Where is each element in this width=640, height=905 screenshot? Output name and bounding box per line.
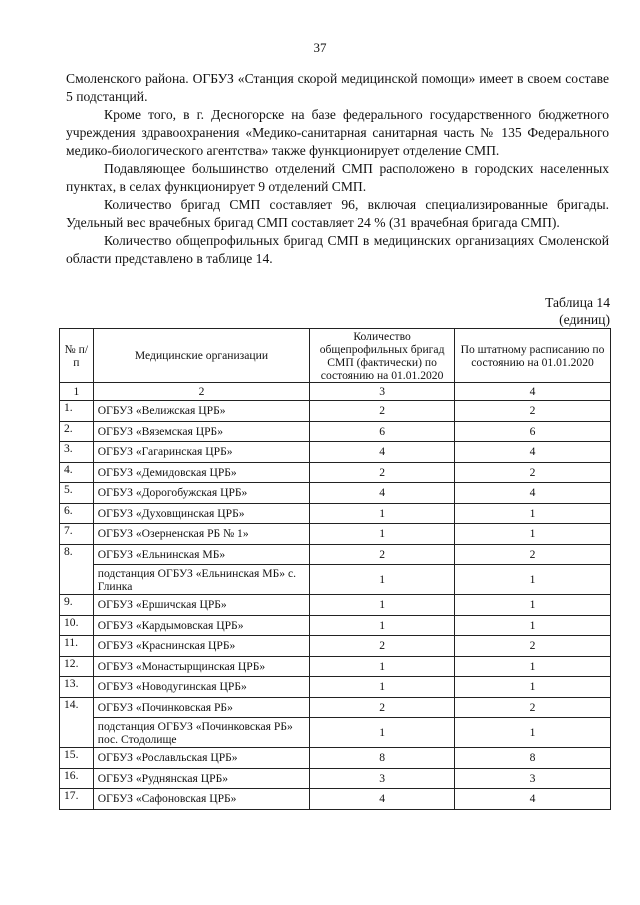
organization-name: ОГБУЗ «Демидовская ЦРБ» — [93, 462, 309, 483]
row-number: 9. — [60, 595, 94, 616]
row-number: 16. — [60, 768, 94, 789]
paragraph: Подавляющее большинство отделений СМП расположено в городских населенных пунктах, в селах функционирует 9 отделений СМП. — [66, 161, 609, 194]
table-body — [60, 401, 611, 810]
brigades-staff: 2 — [455, 697, 611, 718]
body-text — [66, 70, 609, 268]
table-row — [60, 462, 611, 483]
brigades-fact: 1 — [310, 718, 455, 748]
header-org: Медицинские организации — [93, 329, 309, 383]
row-number: 10. — [60, 615, 94, 636]
brigades-staff: 4 — [455, 442, 611, 463]
brigades-staff: 4 — [455, 483, 611, 504]
row-number: 11. — [60, 636, 94, 657]
row-number: 15. — [60, 748, 94, 769]
paragraph: Количество бригад СМП составляет 96, включая специализированные бригады. Удельный вес врачебных бригад СМП составляет 24 % (31 врачебная бригада СМП). — [66, 197, 609, 230]
organization-name: подстанция ОГБУЗ «Починковская РБ» пос. Стодолище — [93, 718, 309, 748]
brigades-staff: 8 — [455, 748, 611, 769]
brigades-staff: 1 — [455, 656, 611, 677]
brigades-staff: 1 — [455, 524, 611, 545]
organization-name: ОГБУЗ «Дорогобужская ЦРБ» — [93, 483, 309, 504]
brigades-staff: 1 — [455, 615, 611, 636]
row-number: 7. — [60, 524, 94, 545]
brigades-fact: 6 — [310, 421, 455, 442]
brigades-fact: 4 — [310, 789, 455, 810]
brigades-staff: 6 — [455, 421, 611, 442]
organization-name: ОГБУЗ «Сафоновская ЦРБ» — [93, 789, 309, 810]
table-row — [60, 615, 611, 636]
row-number: 17. — [60, 789, 94, 810]
col-number: 3 — [310, 383, 455, 401]
table-row — [60, 503, 611, 524]
table-caption: Таблица 14 — [545, 295, 610, 310]
brigades-fact: 1 — [310, 565, 455, 595]
header-fact: Количество общепрофильных бригад СМП (фактически) по состоянию на 01.01.2020 — [310, 329, 455, 383]
brigades-fact: 8 — [310, 748, 455, 769]
table-row — [60, 401, 611, 422]
organization-name: ОГБУЗ «Рославльская ЦРБ» — [93, 748, 309, 769]
brigades-staff: 3 — [455, 768, 611, 789]
table-header-row — [60, 329, 611, 383]
brigades-staff: 1 — [455, 565, 611, 595]
row-number: 14. — [60, 697, 94, 748]
table-row — [60, 442, 611, 463]
page-number: 37 — [313, 40, 327, 55]
organization-name: ОГБУЗ «Велижская ЦРБ» — [93, 401, 309, 422]
organization-name: подстанция ОГБУЗ «Ельнинская МБ» с. Глинка — [93, 565, 309, 595]
brigades-fact: 1 — [310, 595, 455, 616]
brigades-fact: 3 — [310, 768, 455, 789]
organization-name: ОГБУЗ «Вяземская ЦРБ» — [93, 421, 309, 442]
brigades-table — [59, 328, 611, 810]
row-number: 13. — [60, 677, 94, 698]
table-row — [60, 656, 611, 677]
organization-name: ОГБУЗ «Починковская РБ» — [93, 697, 309, 718]
column-number-row — [60, 383, 611, 401]
row-number: 2. — [60, 421, 94, 442]
table-row — [60, 421, 611, 442]
header-staff: По штатному расписанию по состоянию на 01.01.2020 — [455, 329, 611, 383]
organization-name: ОГБУЗ «Ершичская ЦРБ» — [93, 595, 309, 616]
brigades-fact: 1 — [310, 503, 455, 524]
table-row — [60, 524, 611, 545]
table-row — [60, 636, 611, 657]
col-number: 2 — [93, 383, 309, 401]
organization-name: ОГБУЗ «Монастырщинская ЦРБ» — [93, 656, 309, 677]
brigades-fact: 1 — [310, 524, 455, 545]
brigades-fact: 2 — [310, 462, 455, 483]
brigades-fact: 1 — [310, 615, 455, 636]
brigades-staff: 2 — [455, 401, 611, 422]
organization-name: ОГБУЗ «Гагаринская ЦРБ» — [93, 442, 309, 463]
row-number: 4. — [60, 462, 94, 483]
brigades-staff: 2 — [455, 544, 611, 565]
organization-name: ОГБУЗ «Ельнинская МБ» — [93, 544, 309, 565]
brigades-staff: 2 — [455, 636, 611, 657]
col-number: 4 — [455, 383, 611, 401]
brigades-fact: 1 — [310, 677, 455, 698]
brigades-staff: 4 — [455, 789, 611, 810]
row-number: 8. — [60, 544, 94, 595]
header-num: № п/п — [60, 329, 94, 383]
brigades-fact: 2 — [310, 636, 455, 657]
paragraph: Количество общепрофильных бригад СМП в медицинских организациях Смоленской области представлено в таблице 14. — [66, 233, 609, 266]
paragraph: Смоленского района. ОГБУЗ «Станция скорой медицинской помощи» имеет в своем составе 5 подстанций. — [66, 71, 609, 104]
brigades-staff: 1 — [455, 677, 611, 698]
brigades-staff: 2 — [455, 462, 611, 483]
brigades-fact: 4 — [310, 483, 455, 504]
brigades-fact: 2 — [310, 697, 455, 718]
table-row — [60, 544, 611, 565]
organization-name: ОГБУЗ «Озерненская РБ № 1» — [93, 524, 309, 545]
table-caption-block — [545, 294, 610, 328]
row-number: 1. — [60, 401, 94, 422]
row-number: 5. — [60, 483, 94, 504]
table-row — [60, 718, 611, 748]
row-number: 12. — [60, 656, 94, 677]
brigades-fact: 2 — [310, 544, 455, 565]
organization-name: ОГБУЗ «Кардымовская ЦРБ» — [93, 615, 309, 636]
brigades-staff: 1 — [455, 595, 611, 616]
brigades-staff: 1 — [455, 503, 611, 524]
brigades-staff: 1 — [455, 718, 611, 748]
brigades-fact: 2 — [310, 401, 455, 422]
table-row — [60, 483, 611, 504]
table-row — [60, 595, 611, 616]
table-row — [60, 697, 611, 718]
brigades-fact: 4 — [310, 442, 455, 463]
organization-name: ОГБУЗ «Новодугинская ЦРБ» — [93, 677, 309, 698]
table-row — [60, 768, 611, 789]
table-row — [60, 748, 611, 769]
col-number: 1 — [60, 383, 94, 401]
organization-name: ОГБУЗ «Краснинская ЦРБ» — [93, 636, 309, 657]
organization-name: ОГБУЗ «Духовщинская ЦРБ» — [93, 503, 309, 524]
table-unit: (единиц) — [559, 312, 610, 327]
organization-name: ОГБУЗ «Руднянская ЦРБ» — [93, 768, 309, 789]
brigades-fact: 1 — [310, 656, 455, 677]
row-number: 3. — [60, 442, 94, 463]
row-number: 6. — [60, 503, 94, 524]
table-row — [60, 677, 611, 698]
paragraph: Кроме того, в г. Десногорске на базе федерального государственного бюджетного учреждения здравоохранения «Медико-санитарная санитарная часть № 135 Федерального медико-биологического агентства» также функционирует отделение СМП. — [66, 107, 609, 158]
table-row — [60, 565, 611, 595]
table-row — [60, 789, 611, 810]
